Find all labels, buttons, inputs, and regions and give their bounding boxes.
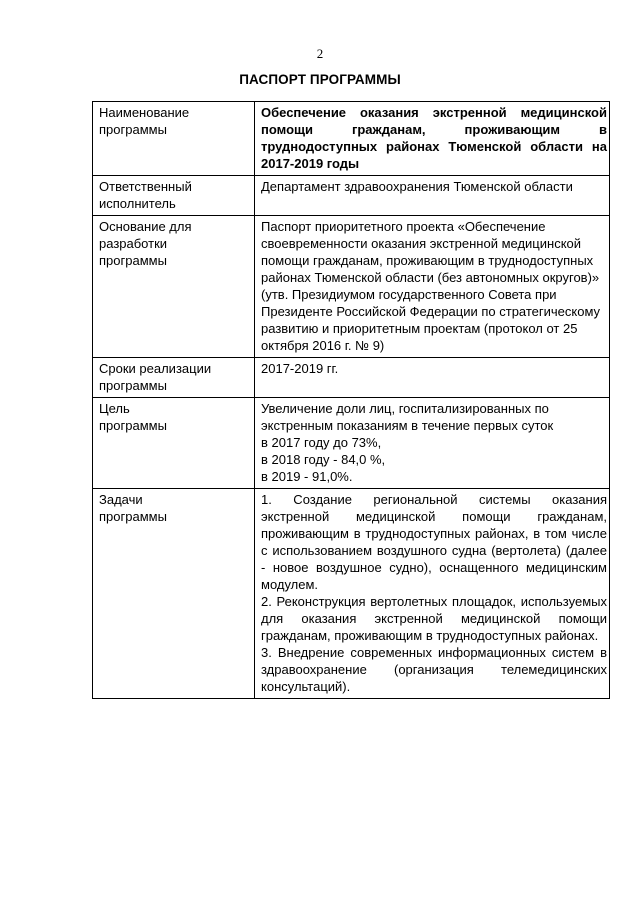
row-label-timeline: Сроки реализации программы bbox=[93, 358, 255, 398]
row-value-basis: Паспорт приоритетного проекта «Обеспечение своевременности оказания экстренной медицинской помощи гражданам, проживающим в труднодоступных районах Тюменской области (без автономных округов)» (утв. Президиумом государственного Совета при Президенте Российской Федерации по стратегическому развитию и приоритетным проектам (протокол от 25 октября 2016 г. № 9) bbox=[255, 216, 610, 358]
page-number: 2 bbox=[316, 46, 324, 61]
row-value-responsible: Департамент здравоохранения Тюменской области bbox=[255, 176, 610, 216]
row-value-tasks: 1. Создание региональной системы оказания экстренной медицинской помощи гражданам, проживающим в труднодоступных районах, в том числе с использованием воздушного судна (вертолета) (далее - новое воздушное судно), оснащенного медицинским модулем. 2. Реконструкция вертолетных площадок, используемых для оказания экстренной медицинской помощи гражданам, проживающим в труднодоступных районах. 3. Внедрение современных информационных систем в здравоохранение (организация телемедицинских консультаций). bbox=[255, 489, 610, 699]
row-value-timeline: 2017-2019 гг. bbox=[255, 358, 610, 398]
row-label-tasks: Задачи программы bbox=[93, 489, 255, 699]
row-label-goal: Цель программы bbox=[93, 398, 255, 489]
row-label-basis: Основание для разработки программы bbox=[93, 216, 255, 358]
row-value-program-name: Обеспечение оказания экстренной медицинской помощи гражданам, проживающим в труднодоступных районах Тюменской области на 2017-2019 годы bbox=[255, 102, 610, 176]
table-row-tasks bbox=[93, 489, 610, 699]
table-row-timeline bbox=[93, 358, 610, 398]
document-title: ПАСПОРТ ПРОГРАММЫ bbox=[239, 72, 401, 87]
row-value-goal: Увеличение доли лиц, госпитализированных по экстренным показаниям в течение первых суток в 2017 году до 73%, в 2018 году - 84,0 %, в 2019 - 91,0%. bbox=[255, 398, 610, 489]
table-row-program-name bbox=[93, 102, 610, 176]
table-row-responsible bbox=[93, 176, 610, 216]
program-passport-table bbox=[92, 101, 610, 699]
table-row-goal bbox=[93, 398, 610, 489]
row-label-program-name: Наименование программы bbox=[93, 102, 255, 176]
row-label-responsible: Ответственный исполнитель bbox=[93, 176, 255, 216]
table-row-basis bbox=[93, 216, 610, 358]
